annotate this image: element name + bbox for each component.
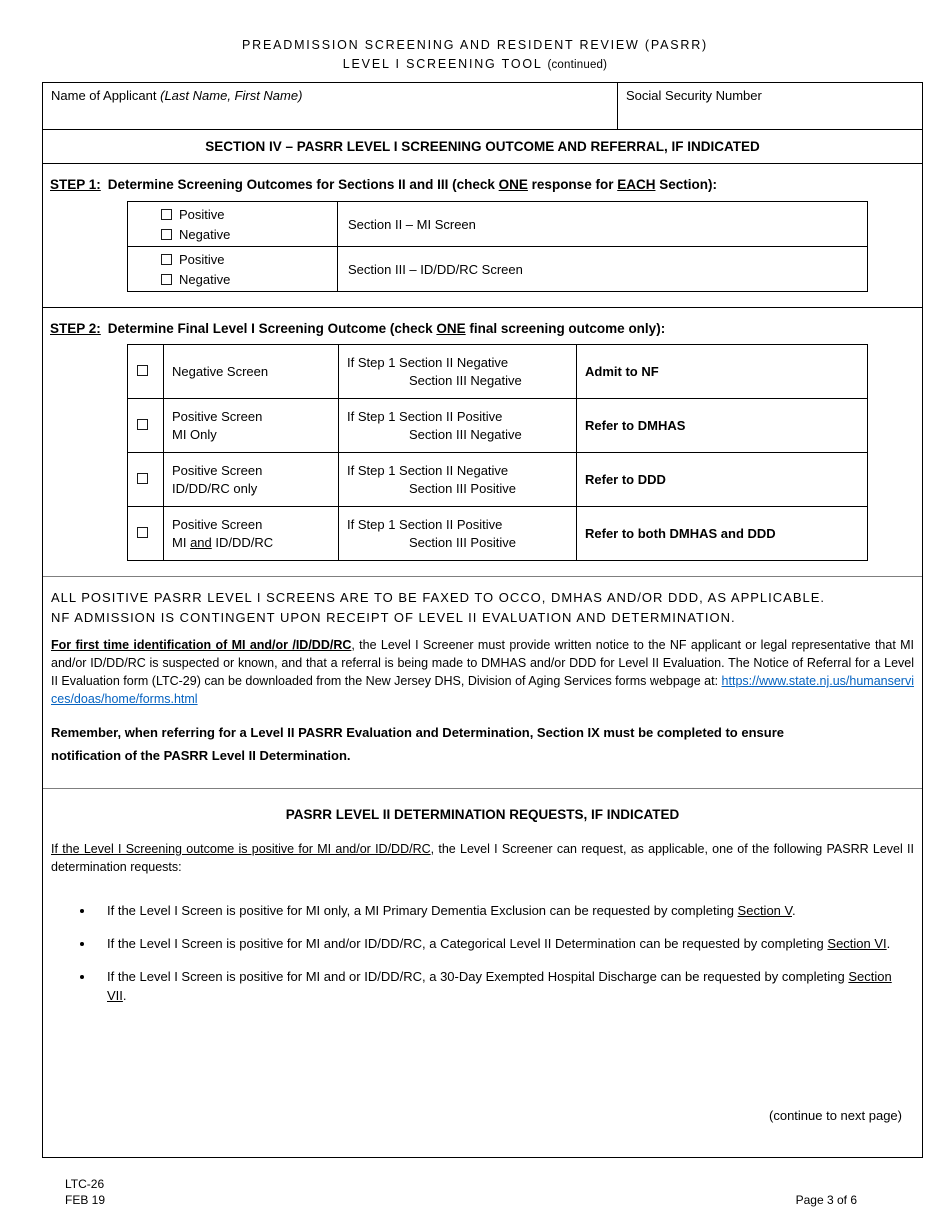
condition-line-2: Section III Negative (409, 426, 522, 442)
step1-heading-one: ONE (498, 177, 528, 192)
page-number: Page 3 of 6 (795, 1192, 857, 1207)
outcome-option-label (164, 345, 339, 399)
condition-line-2: Section III Positive (409, 534, 516, 550)
positive-mi-only-checkbox[interactable] (137, 419, 148, 430)
option-line-1: Positive Screen (172, 462, 263, 478)
negative-label: Negative (179, 271, 231, 287)
referral-outcome: Refer to both DMHAS and DDD (577, 507, 868, 561)
level2-intro-paragraph (51, 840, 914, 876)
bullet-text: If the Level I Screen is positive for MI and or ID/DD/RC, a 30-Day Exempted Hospital Discharge can be requested by completing (107, 969, 849, 985)
condition-line-1: If Step 1 Section II Positive (347, 516, 503, 532)
step2-heading-text-2: final screening outcome only): (465, 321, 666, 336)
bullet-text: If the Level I Screen is positive for MI only, a MI Primary Dementia Exclusion can be requested by completing (107, 903, 738, 919)
fax-notice-line-2: NF ADMISSION IS CONTINGENT UPON RECEIPT OF LEVEL II EVALUATION AND DETERMINATION. (51, 609, 736, 625)
step1-mi-screen-label: Section II – MI Screen (338, 202, 868, 247)
condition-cell (339, 453, 577, 507)
option-line-2-pre: MI (172, 534, 191, 550)
title-line-2: LEVEL I SCREENING TOOL (342, 56, 548, 71)
bullet-period: . (122, 987, 127, 1003)
page-footer (65, 1176, 857, 1208)
step1-heading-text-2: response for (527, 177, 618, 192)
title-continued: (continued) (547, 58, 608, 71)
positive-idddrc-only-checkbox[interactable] (137, 473, 148, 484)
form-number: LTC-26 (65, 1176, 105, 1191)
referral-outcome: Refer to DDD (577, 453, 868, 507)
applicant-name-cell (43, 83, 618, 129)
condition-line-1: If Step 1 Section II Positive (347, 408, 503, 424)
option-line-2: ID/DD/RC only (172, 480, 258, 496)
table-row (128, 345, 868, 399)
level2-request-options-list (51, 902, 914, 1005)
section-vi-reference: Section VI (827, 936, 887, 952)
condition-cell (339, 399, 577, 453)
checkbox-cell (128, 345, 164, 399)
applicant-header-row (43, 83, 922, 130)
condition-cell (339, 345, 577, 399)
referral-outcome: Refer to DMHAS (577, 399, 868, 453)
table-row (128, 453, 868, 507)
table-row (128, 507, 868, 561)
remember-line-2: notification of the PASRR Level II Determination. (51, 748, 351, 764)
list-item (95, 968, 914, 1004)
list-item (95, 902, 914, 920)
step1-iddd-screen-label: Section III – ID/DD/RC Screen (338, 247, 868, 292)
step1-mi-response-cell (128, 202, 338, 247)
condition-line-2: Section III Negative (409, 372, 522, 388)
ssn-cell (618, 83, 922, 129)
page-title (0, 0, 950, 74)
positive-mi-and-idddrc-checkbox[interactable] (137, 527, 148, 538)
step1-section (43, 164, 922, 308)
title-line-1: PREADMISSION SCREENING AND RESIDENT REVIEW (PASRR) (242, 38, 708, 52)
step2-heading-one: ONE (436, 321, 466, 336)
option-line-1: Positive Screen (172, 516, 263, 532)
step2-label: STEP 2: (50, 321, 101, 336)
continue-note: (continue to next page) (769, 1107, 902, 1123)
level2-intro-underlined: If the Level I Screening outcome is positive for MI and/or ID/DD/RC (51, 841, 431, 856)
fax-notice-section (43, 577, 922, 788)
bullet-period: . (886, 936, 891, 952)
condition-cell (339, 507, 577, 561)
negative-label: Negative (179, 226, 231, 242)
applicant-name-label: Name of Applicant (51, 88, 161, 103)
checkbox-cell (128, 399, 164, 453)
option-line-1: Negative Screen (172, 363, 269, 379)
form-body (42, 82, 923, 1158)
step2-heading (50, 321, 912, 336)
bullet-period: . (792, 903, 796, 919)
step2-heading-text: Determine Final Level I Screening Outcome (check (107, 321, 437, 336)
step1-heading (50, 177, 912, 192)
applicant-name-hint: (Last Name, First Name) (160, 88, 303, 103)
checkbox-cell (128, 453, 164, 507)
condition-line-2: Section III Positive (409, 480, 516, 496)
level2-requests-section (43, 789, 922, 1157)
negative-screen-checkbox[interactable] (137, 365, 148, 376)
step1-heading-each: EACH (617, 177, 656, 192)
step1-label: STEP 1: (50, 177, 101, 192)
positive-label: Positive (179, 251, 225, 267)
ssn-label: Social Security Number (626, 88, 762, 103)
form-number-block (65, 1176, 105, 1208)
outcome-option-label (164, 507, 339, 561)
option-line-2: MI Only (172, 426, 217, 442)
first-time-lead: For first time identification of MI and/or /ID/DD/RC (51, 638, 352, 652)
step2-table (127, 344, 868, 561)
step1-heading-text-3: Section): (655, 177, 717, 192)
spacer (51, 1020, 914, 1108)
section-vii-reference: Section VII (107, 969, 892, 1003)
step1-iddd-response-cell (128, 247, 338, 292)
form-date: FEB 19 (65, 1192, 106, 1207)
table-row (128, 202, 868, 247)
outcome-option-label (164, 453, 339, 507)
table-row (128, 399, 868, 453)
remember-line-1: Remember, when referring for a Level II PASRR Evaluation and Determination, Section IX must be completed to ensure (51, 725, 784, 740)
step1-iddd-negative-checkbox[interactable] (161, 274, 172, 285)
step2-section (43, 308, 922, 576)
option-line-2-and: and (190, 534, 212, 550)
option-line-1: Positive Screen (172, 408, 263, 424)
condition-line-1: If Step 1 Section II Negative (347, 462, 509, 478)
checkbox-cell (128, 507, 164, 561)
section4-title: SECTION IV – PASRR LEVEL I SCREENING OUTCOME AND REFERRAL, IF INDICATED (43, 130, 922, 164)
level2-requests-title: PASRR LEVEL II DETERMINATION REQUESTS, IF INDICATED (285, 806, 680, 822)
level2-intro-rest: , the Level I Screener can request, as applicable, one of the following PASRR Level II determination requests: (51, 841, 914, 874)
bullet-text: If the Level I Screen is positive for MI and/or ID/DD/RC, a Categorical Level II Determination can be requested by completing (107, 936, 828, 952)
step1-mi-negative-checkbox[interactable] (161, 229, 172, 240)
section-v-reference: Section V (737, 903, 792, 919)
step1-table (127, 201, 868, 292)
outcome-option-label (164, 399, 339, 453)
condition-line-1: If Step 1 Section II Negative (347, 354, 509, 370)
ssn-input[interactable] (626, 103, 914, 115)
option-line-2 (172, 534, 330, 552)
option-line-2-post: ID/DD/RC (211, 534, 274, 550)
remember-paragraph (51, 721, 914, 768)
step1-mi-positive-checkbox[interactable] (161, 209, 172, 220)
referral-outcome: Admit to NF (577, 345, 868, 399)
applicant-name-input[interactable] (51, 103, 609, 115)
first-time-body: , the Level I Screener must provide written notice to the NF applicant or legal representative that MI and/or ID/DD/RC is suspected or known, and that a referral is being made to DMHAS and/or DDD for Level II Evaluation. The Notice of Referral for a Level II Evaluation form (LTC-29) can be downloaded from the New Jersey DHS, Division of Aging Services forms webpage at: (51, 638, 914, 689)
step1-iddd-positive-checkbox[interactable] (161, 254, 172, 265)
step1-heading-text: Determine Screening Outcomes for Sections II and III (check (107, 177, 499, 192)
list-item (95, 935, 914, 953)
forms-webpage-link[interactable]: https://www.state.nj.us/humanservices/doas/home/forms.html (51, 674, 914, 707)
first-time-identification-paragraph (51, 636, 914, 709)
table-row (128, 247, 868, 292)
positive-label: Positive (179, 206, 225, 222)
fax-notice-line-1: ALL POSITIVE PASRR LEVEL I SCREENS ARE TO BE FAXED TO OCCO, DMHAS AND/OR DDD, AS APPLICABLE. (51, 590, 825, 605)
